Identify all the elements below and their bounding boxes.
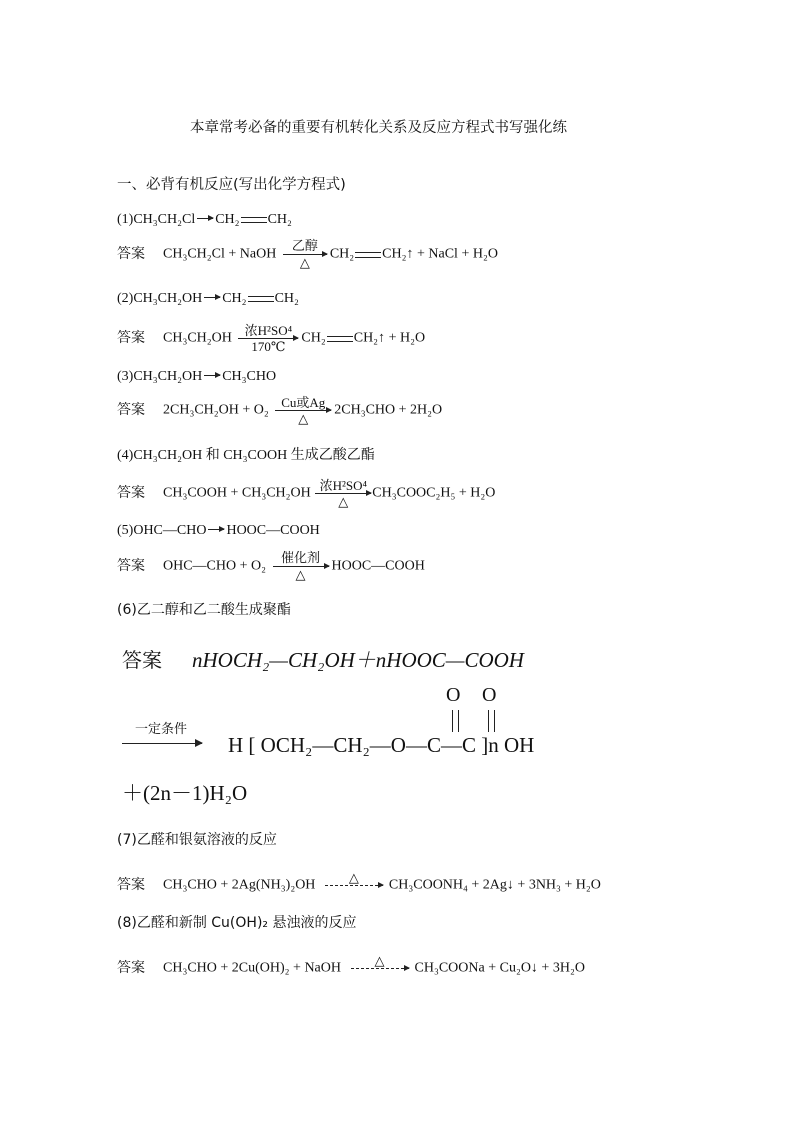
polymer-condition: 一定条件 [135,722,188,737]
reaction-condition: △ [325,870,383,901]
reaction-arrow-icon [204,375,220,378]
reaction-arrow-icon [273,566,329,567]
carbonyl-double-bond-icon [452,710,459,732]
carbonyl-oxygen-2: O [482,684,497,706]
reaction-condition: Cu或Ag △ [275,395,331,426]
reaction-condition: 浓H²SO⁴ △ [315,478,371,509]
answer-5: 答案 OHC—CHO + O₂ 催化剂 △ HOOC—COOH [117,551,425,582]
double-bond-icon [248,296,274,302]
reaction-arrow-icon [315,493,371,494]
answer-6-water: ＋(2n－1)H₂O [122,781,248,805]
question-1: (1)CH₃CH₂Cl CH₂ CH₂ [117,212,292,227]
double-bond-icon [327,336,353,342]
double-bond-icon [355,252,381,258]
reaction-arrow-icon [325,885,383,886]
reaction-arrow-icon [283,254,327,255]
answer-2: 答案 CH₃CH₂OH 浓H²SO⁴ 170℃ CH₂ CH₂↑ + H₂O [117,323,426,354]
answer-6-reactants: 答案 nHOCH₂—CH₂OH＋nHOOC—COOH [122,648,524,672]
reaction-arrow-icon [204,297,220,300]
question-7: (7)乙醛和银氨溶液的反应 [117,832,277,848]
reaction-arrow-icon [351,968,409,969]
answer-1: 答案 CH₃CH₂Cl + NaOH 乙醇 △ CH₂ CH₂↑ + NaCl + H₂O [117,239,498,270]
section-heading: 一、必背有机反应(写出化学方程式) [117,177,346,193]
reaction-arrow-icon [208,529,224,532]
question-2: (2)CH₃CH₂OH CH₂ CH₂ [117,291,299,306]
answer-6-product: H [ OCH₂—CH₂—O—C—C ]n OH [228,733,535,757]
reaction-condition: 浓H²SO⁴ 170℃ [238,323,298,354]
answer-8: 答案 CH₃CHO + 2Cu(OH)₂ + NaOH △ CH₃COONa + Cu₂O↓ + 3H₂O [117,953,585,984]
page-title: 本章常考必备的重要有机转化关系及反应方程式书写强化练 [190,120,567,136]
answer-4: 答案 CH₃COOH + CH₃CH₂OH 浓H²SO⁴ △ CH₃COOC₂H₅ + H₂O [117,478,496,509]
carbonyl-double-bond-icon [488,710,495,732]
question-8: (8)乙醛和新制 Cu(OH)₂ 悬浊液的反应 [117,915,357,931]
answer-label: 答案 [117,245,145,262]
question-3: (3)CH₃CH₂OH CH₃CHO [117,369,277,384]
reaction-arrow-icon [197,218,213,221]
reaction-condition: 乙醇 △ [283,239,327,270]
reaction-arrow-icon [238,338,298,339]
question-4: (4)CH₃CH₂OH 和 CH₃COOH 生成乙酸乙酯 [117,448,375,463]
carbonyl-oxygen-1: O [446,684,461,706]
reaction-arrow-icon [122,743,202,744]
question-6: (6)乙二醇和乙二酸生成聚酯 [117,602,291,618]
answer-3: 答案 2CH₃CH₂OH + O₂ Cu或Ag △ 2CH₃CHO + 2H₂O [117,395,443,426]
answer-7: 答案 CH₃CHO + 2Ag(NH₃)₂OH △ CH₃COONH₄ + 2Ag↓ + 3NH₃ + H₂O [117,870,601,901]
reaction-arrow-icon [275,410,331,411]
reaction-condition: △ [351,953,409,984]
reaction-condition: 催化剂 △ [273,551,329,582]
double-bond-icon [241,217,267,223]
question-5: (5)OHC—CHO HOOC—COOH [117,523,320,538]
